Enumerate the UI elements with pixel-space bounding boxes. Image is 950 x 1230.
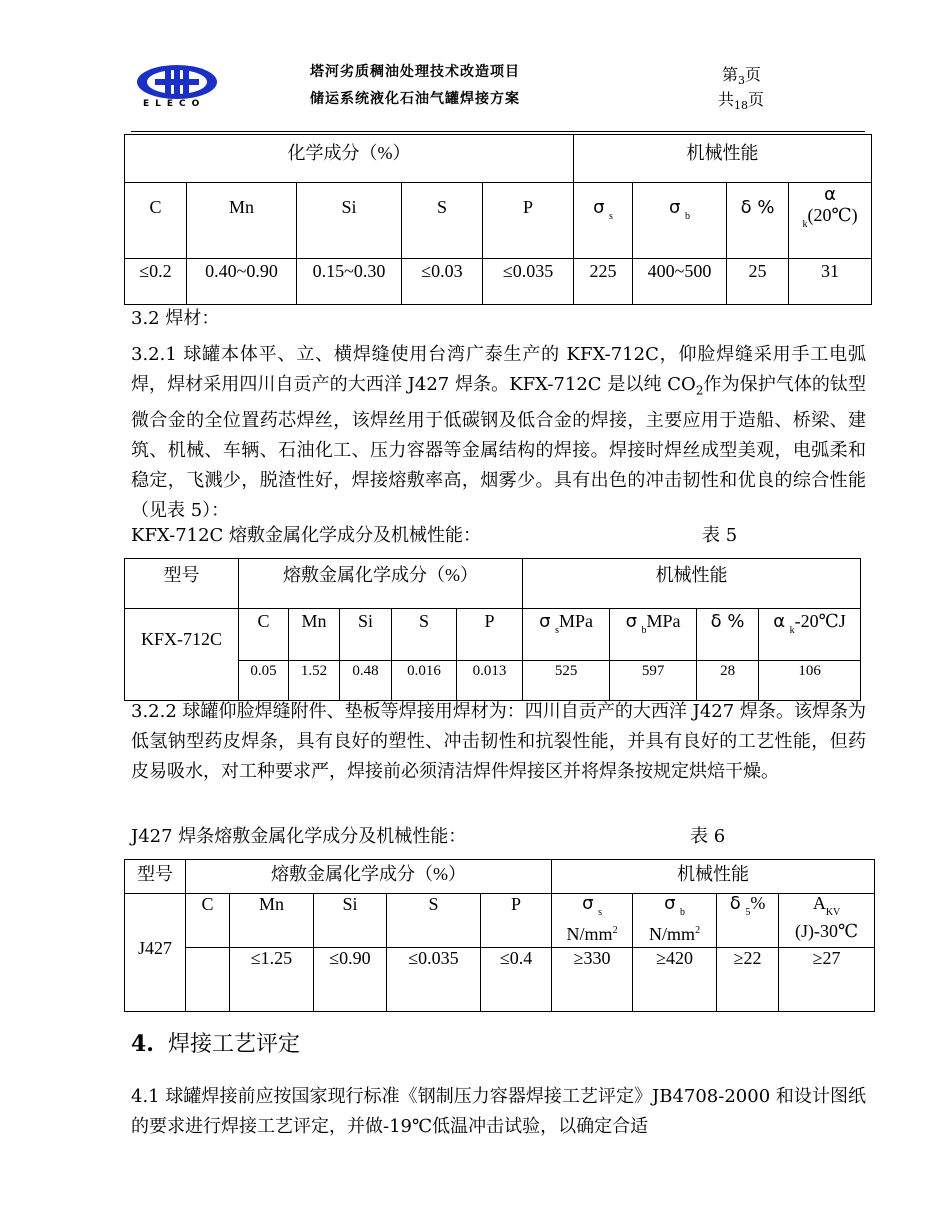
model-cell: J427	[125, 894, 186, 1012]
col-mn: Mn	[230, 894, 314, 948]
total-pages: 共$_{18}$页	[718, 90, 765, 113]
table-cell: ≤0.4	[481, 948, 552, 1012]
col-p: P	[457, 609, 523, 661]
table-cell: 0.05	[239, 661, 289, 701]
group-chem-header: 熔敷金属化学成分（%）	[186, 860, 552, 894]
col-si: Si	[340, 609, 392, 661]
table-cell: 0.016	[392, 661, 457, 701]
table-cell: 525	[523, 661, 610, 701]
col-c: C	[239, 609, 289, 661]
paragraph-3-2-1: 3.2.1 球罐本体平、立、横焊缝使用台湾广泰生产的 KFX-712C，仰脸焊缝采用手工电弧焊，焊材采用四川自贡产的大西洋 J427 焊条。KFX-712C 是以纯 $CO_2$作为保护气体的钛型微合金的全位置药芯焊丝，该焊丝用于低碳钢及低合金的焊接，主要应用于造船、桥梁、建筑、机械、车辆、石油化工、压力容器等金属结构的焊接。焊接时焊丝成型美观，电弧柔和稳定，飞溅少，脱渣性好，焊接熔敷率高，烟雾少。具有出色的冲击韧性和优良的综合性能（见表 5）：	[131, 344, 866, 521]
col-delta: δ %	[697, 609, 759, 661]
col-sigma-b: σ $_b$	[633, 183, 727, 259]
section-heading-4: 4. 焊接工艺评定	[131, 1031, 300, 1057]
group-mech-header: 机械性能	[552, 860, 875, 894]
col-mn: Mn	[187, 183, 297, 259]
col-alpha: α $_k$-20℃J	[759, 609, 861, 661]
col-model: 型号	[125, 860, 186, 894]
chemical-mechanical-table	[124, 134, 872, 305]
col-si: Si	[314, 894, 387, 948]
group-chem-header: 化学成分（%）	[125, 135, 574, 183]
col-alpha: α $_k$(20℃)	[789, 183, 872, 259]
table6-caption-label: 表 6	[690, 826, 726, 847]
col-si: Si	[297, 183, 402, 259]
col-sigma-b: σ $_b$ $N/mm^2$	[633, 894, 717, 948]
paragraph-4-1: 4.1 球罐焊接前应按国家现行标准《钢制压力容器焊接工艺评定》JB4708-2000 和设计图纸的要求进行焊接工艺评定，并做-19℃低温冲击试验，以确定合适	[131, 1086, 866, 1137]
table-cell: ≥27	[779, 948, 875, 1012]
col-c: C	[186, 894, 230, 948]
col-s: S	[392, 609, 457, 661]
table-cell: 28	[697, 661, 759, 701]
table-cell: ≥330	[552, 948, 633, 1012]
table-cell: 31	[789, 259, 872, 305]
table-cell: 225	[574, 259, 633, 305]
table-cell: 1.52	[289, 661, 340, 701]
table-cell: ≤1.25	[230, 948, 314, 1012]
table5-caption-text: KFX-712C 熔敷金属化学成分及机械性能：	[131, 525, 482, 546]
table-cell: ≤0.90	[314, 948, 387, 1012]
model-cell: KFX-712C	[125, 609, 239, 701]
logo-text: ELECO	[143, 99, 206, 109]
col-sigma-s: σ $_s$MPa	[523, 609, 610, 661]
table-cell: ≤0.2	[125, 259, 187, 305]
company-logo	[131, 62, 225, 110]
table-cell	[186, 948, 230, 1012]
group-chem-header: 熔敷金属化学成分（%）	[239, 559, 523, 609]
table5	[124, 558, 861, 701]
col-akv: $A_{KV}$ (J)-30℃	[779, 894, 875, 948]
group-mech-header: 机械性能	[574, 135, 872, 183]
col-c: C	[125, 183, 187, 259]
col-mn: Mn	[289, 609, 340, 661]
paragraph-3-2-2: 3.2.2 球罐仰脸焊缝附件、垫板等焊接用焊材为：四川自贡产的大西洋 J427 焊条。该焊条为低氢钠型药皮焊条，具有良好的塑性、冲击韧性和抗裂性能，并具有良好的工艺性能，但药皮易吸水，对工种要求严，焊接前必须清洁焊件焊接区并将焊条按规定烘焙干燥。	[131, 701, 866, 782]
table-cell: ≥22	[717, 948, 779, 1012]
table-cell: 0.40~0.90	[187, 259, 297, 305]
col-sigma-s: σ $_s$ $N/mm^2$	[552, 894, 633, 948]
header-title-line2: 储运系统液化石油气罐焊接方案	[310, 91, 520, 107]
col-sigma-s: σ $_s$	[574, 183, 633, 259]
table-cell: 0.013	[457, 661, 523, 701]
table6-caption-text: J427 焊条熔敷金属化学成分及机械性能：	[131, 826, 467, 847]
table-cell: 597	[610, 661, 697, 701]
col-p: P	[483, 183, 574, 259]
table5-caption-label: 表 5	[702, 525, 738, 546]
col-delta: δ %	[727, 183, 789, 259]
table-cell: ≤0.03	[402, 259, 483, 305]
table-cell: 106	[759, 661, 861, 701]
col-sigma-b: σ $_b$MPa	[610, 609, 697, 661]
col-s: S	[402, 183, 483, 259]
table-cell: 400~500	[633, 259, 727, 305]
table-cell: ≤0.035	[387, 948, 481, 1012]
col-delta: δ $_5$%	[717, 894, 779, 948]
table-cell: 0.48	[340, 661, 392, 701]
page-number: 第$_3$页	[722, 65, 762, 88]
table-cell: ≥420	[633, 948, 717, 1012]
header-divider	[131, 131, 865, 132]
col-s: S	[387, 894, 481, 948]
group-mech-header: 机械性能	[523, 559, 861, 609]
col-model: 型号	[125, 559, 239, 609]
table6	[124, 859, 875, 1012]
table-cell: 25	[727, 259, 789, 305]
table-cell: ≤0.035	[483, 259, 574, 305]
col-p: P	[481, 894, 552, 948]
header-title-line1: 塔河劣质稠油处理技术改造项目	[310, 64, 520, 80]
table-cell: 0.15~0.30	[297, 259, 402, 305]
section-heading-3-2: 3.2 焊材：	[131, 308, 220, 329]
